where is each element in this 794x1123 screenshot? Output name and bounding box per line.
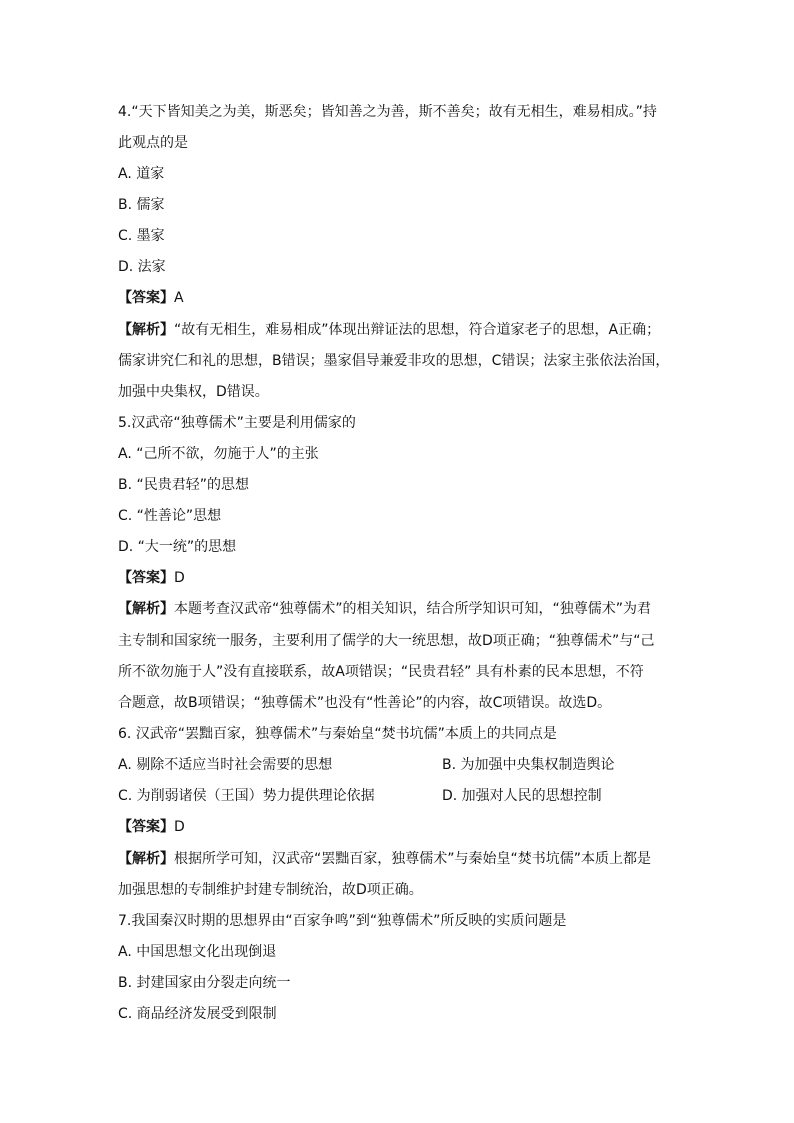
q5-stem: 5.汉武帝“独尊儒术”主要是利用儒家的 — [118, 415, 356, 431]
q5-analysis-line4: 合题意，故B项错误；“独尊儒术”也没有“性善论”的内容，故C项错误。故选D。 — [118, 695, 612, 711]
q5-option-a: A. “己所不欲，勿施于人”的主张 — [118, 446, 319, 462]
q4-analysis-line1 — [118, 320, 660, 340]
q5-option-d: D. “大一统”的思想 — [118, 539, 237, 555]
q6-stem: 6. 汉武帝“罢黜百家，独尊儒术”与秦始皇“焚书坑儒”本质上的共同点是 — [118, 726, 557, 742]
q4-option-a: A. 道家 — [118, 166, 165, 182]
q4-analysis-line3: 加强中央集权，D错误。 — [118, 384, 269, 400]
q4-option-c: C. 墨家 — [118, 228, 165, 244]
q4-answer — [118, 288, 184, 308]
answer-value: D — [174, 570, 185, 586]
answer-value: A — [174, 290, 184, 306]
answer-label: 【答案】 — [118, 570, 174, 586]
q7-option-c: C. 商品经济发展受到限制 — [118, 1006, 277, 1022]
q7-stem: 7.我国秦汉时期的思想界由“百家争鸣”到“独尊儒术”所反映的实质问题是 — [118, 913, 567, 929]
analysis-text: “故有无相生，难易相成”体现出辩证法的思想，符合道家老子的思想，A正确； — [174, 322, 661, 338]
q6-analysis-line2: 加强思想的专制维护封建专制统治，故D项正确。 — [118, 882, 423, 898]
q5-option-b: B. “民贵君轻”的思想 — [118, 477, 250, 493]
q4-analysis-line2: 儒家讲究仁和礼的思想，B错误；墨家倡导兼爱非攻的思想，C错误；法家主张依法治国， — [118, 353, 670, 369]
q5-option-c: C. “性善论”思想 — [118, 508, 222, 524]
q4-stem-line2: 此观点的是 — [118, 135, 188, 151]
q6-option-b: B. 为加强中央集权制造舆论 — [442, 757, 615, 773]
answer-label: 【答案】 — [118, 819, 174, 835]
analysis-label: 【解析】 — [118, 322, 174, 338]
q5-analysis-line2: 主专制和国家统一服务，主要利用了儒学的大一统思想，故D项正确；“独尊儒术”与“己 — [118, 633, 655, 649]
analysis-text: 本题考查汉武帝“独尊儒术”的相关知识，结合所学知识可知，“独尊儒术”为君 — [174, 601, 652, 617]
q6-analysis-line1 — [118, 849, 651, 869]
analysis-label: 【解析】 — [118, 851, 174, 867]
q4-stem-line1: 4.“天下皆知美之为美，斯恶矣；皆知善之为善，斯不善矣；故有无相生，难易相成。”持 — [118, 104, 657, 120]
answer-value: D — [174, 819, 185, 835]
q6-option-a: A. 剔除不适应当时社会需要的思想 — [118, 757, 333, 773]
answer-label: 【答案】 — [118, 290, 174, 306]
q7-option-b: B. 封建国家由分裂走向统一 — [118, 975, 291, 991]
q5-answer — [118, 568, 185, 588]
q6-option-c: C. 为削弱诸侯（王国）势力提供理论依据 — [118, 788, 375, 804]
q7-option-a: A. 中国思想文化出现倒退 — [118, 944, 277, 960]
analysis-label: 【解析】 — [118, 601, 174, 617]
q5-analysis-line3: 所不欲勿施于人”没有直接联系，故A项错误；“民贵君轻” 具有朴素的民本思想，不符 — [118, 664, 644, 680]
q5-analysis-line1 — [118, 599, 651, 619]
analysis-text: 根据所学可知，汉武帝“罢黜百家，独尊儒术”与秦始皇“焚书坑儒”本质上都是 — [174, 851, 652, 867]
q6-option-d: D. 加强对人民的思想控制 — [442, 788, 602, 804]
q4-option-d: D. 法家 — [118, 259, 166, 275]
q6-answer — [118, 817, 185, 837]
q4-option-b: B. 儒家 — [118, 197, 165, 213]
